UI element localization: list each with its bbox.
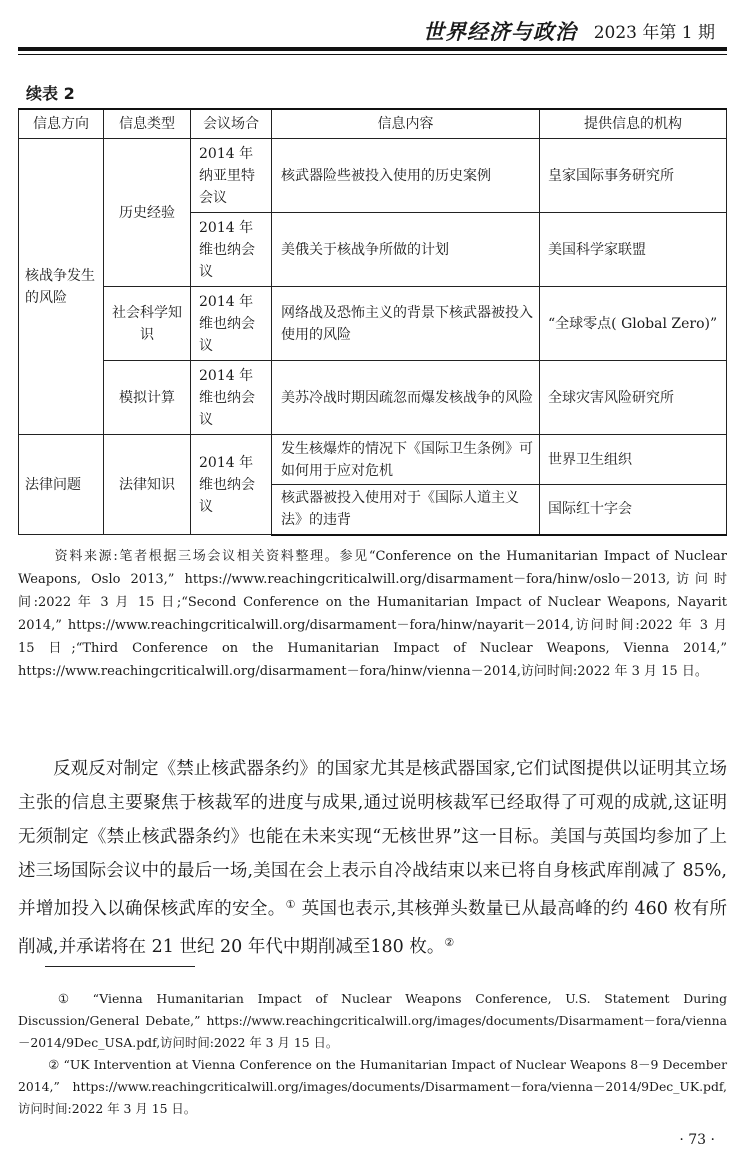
issue-label: 2023 年第 1 期	[593, 23, 715, 43]
column-header: 信息内容	[272, 109, 540, 139]
cell-venue: 2014 年维也纳会议	[191, 287, 272, 361]
source-note-text: 资料来源:笔者根据三场会议相关资料整理。参见“Conference on the Humanitarian Impact of Nuclear Weapons, Oslo 2013,” https://www.reachingcriticalwill.org/disarmament－fora/hinw/oslo－2013,访问时间:2022 年 3 月 15 日;“Second Conference on the Humanitarian Impact of Nuclear Weapons, Nayarit 2014,” https://www.reachingcriticalwill.org/disarmament－fora/hinw/nayarit－2014,访问时间:2022 年 3 月 15 日;“Third Conference on the Humanitarian Impact of Nuclear Weapons, Vienna 2014,” https://www.reachingcriticalwill.org/disarmament－fora/hinw/vienna－2014,访问时间:2022 年 3 月 15 日。	[18, 549, 727, 679]
footnote-marker: ②	[48, 1057, 60, 1072]
table-row	[19, 287, 727, 361]
footnote-1	[18, 988, 727, 1054]
column-header: 信息方向	[19, 109, 104, 139]
footnote-ref-1[interactable]: ①	[285, 898, 296, 911]
cell-org: 美国科学家联盟	[540, 213, 727, 287]
table-row	[19, 361, 727, 435]
table-row	[19, 139, 727, 213]
body-text-a: 反观反对制定《禁止核武器条约》的国家尤其是核武器国家,它们试图提供以证明其立场主张的信息主要聚焦于核裁军的进度与成果,通过说明核裁军已经取得了可观的成就,这证明无须制定《禁止核武器条约》也能在未来实现“无核世界”这一目标。美国与英国均参加了上述三场国际会议中的最后一场,美国在会上表示自冷战结束以来已将自身核武库削减了 85%,并增加投入以确保核武库的安全。	[18, 759, 727, 919]
cell-org: 全球灾害风险研究所	[540, 361, 727, 435]
cell-content: 核武器被投入使用对于《国际人道主义法》的违背	[272, 485, 540, 535]
table-source-note	[18, 545, 727, 683]
cell-content: 发生核爆炸的情况下《国际卫生条例》可如何用于应对危机	[272, 435, 540, 485]
cell-venue: 2014 年维也纳会议	[191, 435, 272, 535]
footnote-separator	[45, 966, 195, 967]
cell-content: 美苏冷战时期因疏忽而爆发核战争的风险	[272, 361, 540, 435]
data-table	[18, 108, 727, 536]
footnote-text: “UK Intervention at Vienna Conference on the Humanitarian Impact of Nuclear Weapons 8－9 December 2014,” https://www.reachingcriticalwill.org/images/documents/Disarmament－fora/vienna－2014/9Dec_UK.pdf,访问时间:2022 年 3 月 15 日。	[18, 1057, 727, 1116]
column-header: 提供信息的机构	[540, 109, 727, 139]
cell-type: 社会科学知识	[104, 287, 191, 361]
cell-direction: 法律问题	[19, 435, 104, 535]
cell-type: 模拟计算	[104, 361, 191, 435]
cell-type: 法律知识	[104, 435, 191, 535]
cell-venue: 2014 年纳亚里特会议	[191, 139, 272, 213]
header-rule-thick	[18, 47, 727, 51]
body-text-b: 英国也表示,其核弹头数量已从最高峰的约 460 枚有所削减,并承诺将在 21 世纪 20 年代中期削减至180 枚。	[18, 899, 727, 957]
cell-content: 核武器险些被投入使用的历史案例	[272, 139, 540, 213]
footnote-ref-2[interactable]: ②	[444, 936, 455, 949]
cell-venue: 2014 年维也纳会议	[191, 213, 272, 287]
cell-org: “全球零点( Global Zero)”	[540, 287, 727, 361]
table-header-row	[19, 109, 727, 139]
footnotes	[18, 988, 727, 1120]
cell-org: 皇家国际事务研究所	[540, 139, 727, 213]
column-header: 信息类型	[104, 109, 191, 139]
page-number: · 73 ·	[679, 1132, 715, 1148]
cell-venue: 2014 年维也纳会议	[191, 361, 272, 435]
journal-name: 世界经济与政治	[423, 19, 577, 44]
footnote-text: “Vienna Humanitarian Impact of Nuclear Weapons Conference, U.S. Statement During Discussion/General Debate,” https://www.reachingcriticalwill.org/images/documents/Disarmament－fora/vienna－2014/9Dec_USA.pdf,访问时间:2022 年 3 月 15 日。	[18, 991, 728, 1050]
body-paragraph	[18, 752, 727, 964]
table-row	[19, 435, 727, 485]
cell-content: 网络战及恐怖主义的背景下核武器被投入使用的风险	[272, 287, 540, 361]
table-title: 续表 2	[26, 84, 75, 103]
footnote-2	[18, 1054, 727, 1120]
cell-direction: 核战争发生的风险	[19, 139, 104, 435]
cell-content: 美俄关于核战争所做的计划	[272, 213, 540, 287]
cell-type: 历史经验	[104, 139, 191, 287]
running-header	[18, 10, 727, 50]
cell-org: 国际红十字会	[540, 485, 727, 535]
footnote-marker: ①	[48, 991, 79, 1006]
column-header: 会议场合	[191, 109, 272, 139]
header-rule-thin	[18, 54, 727, 55]
cell-org: 世界卫生组织	[540, 435, 727, 485]
